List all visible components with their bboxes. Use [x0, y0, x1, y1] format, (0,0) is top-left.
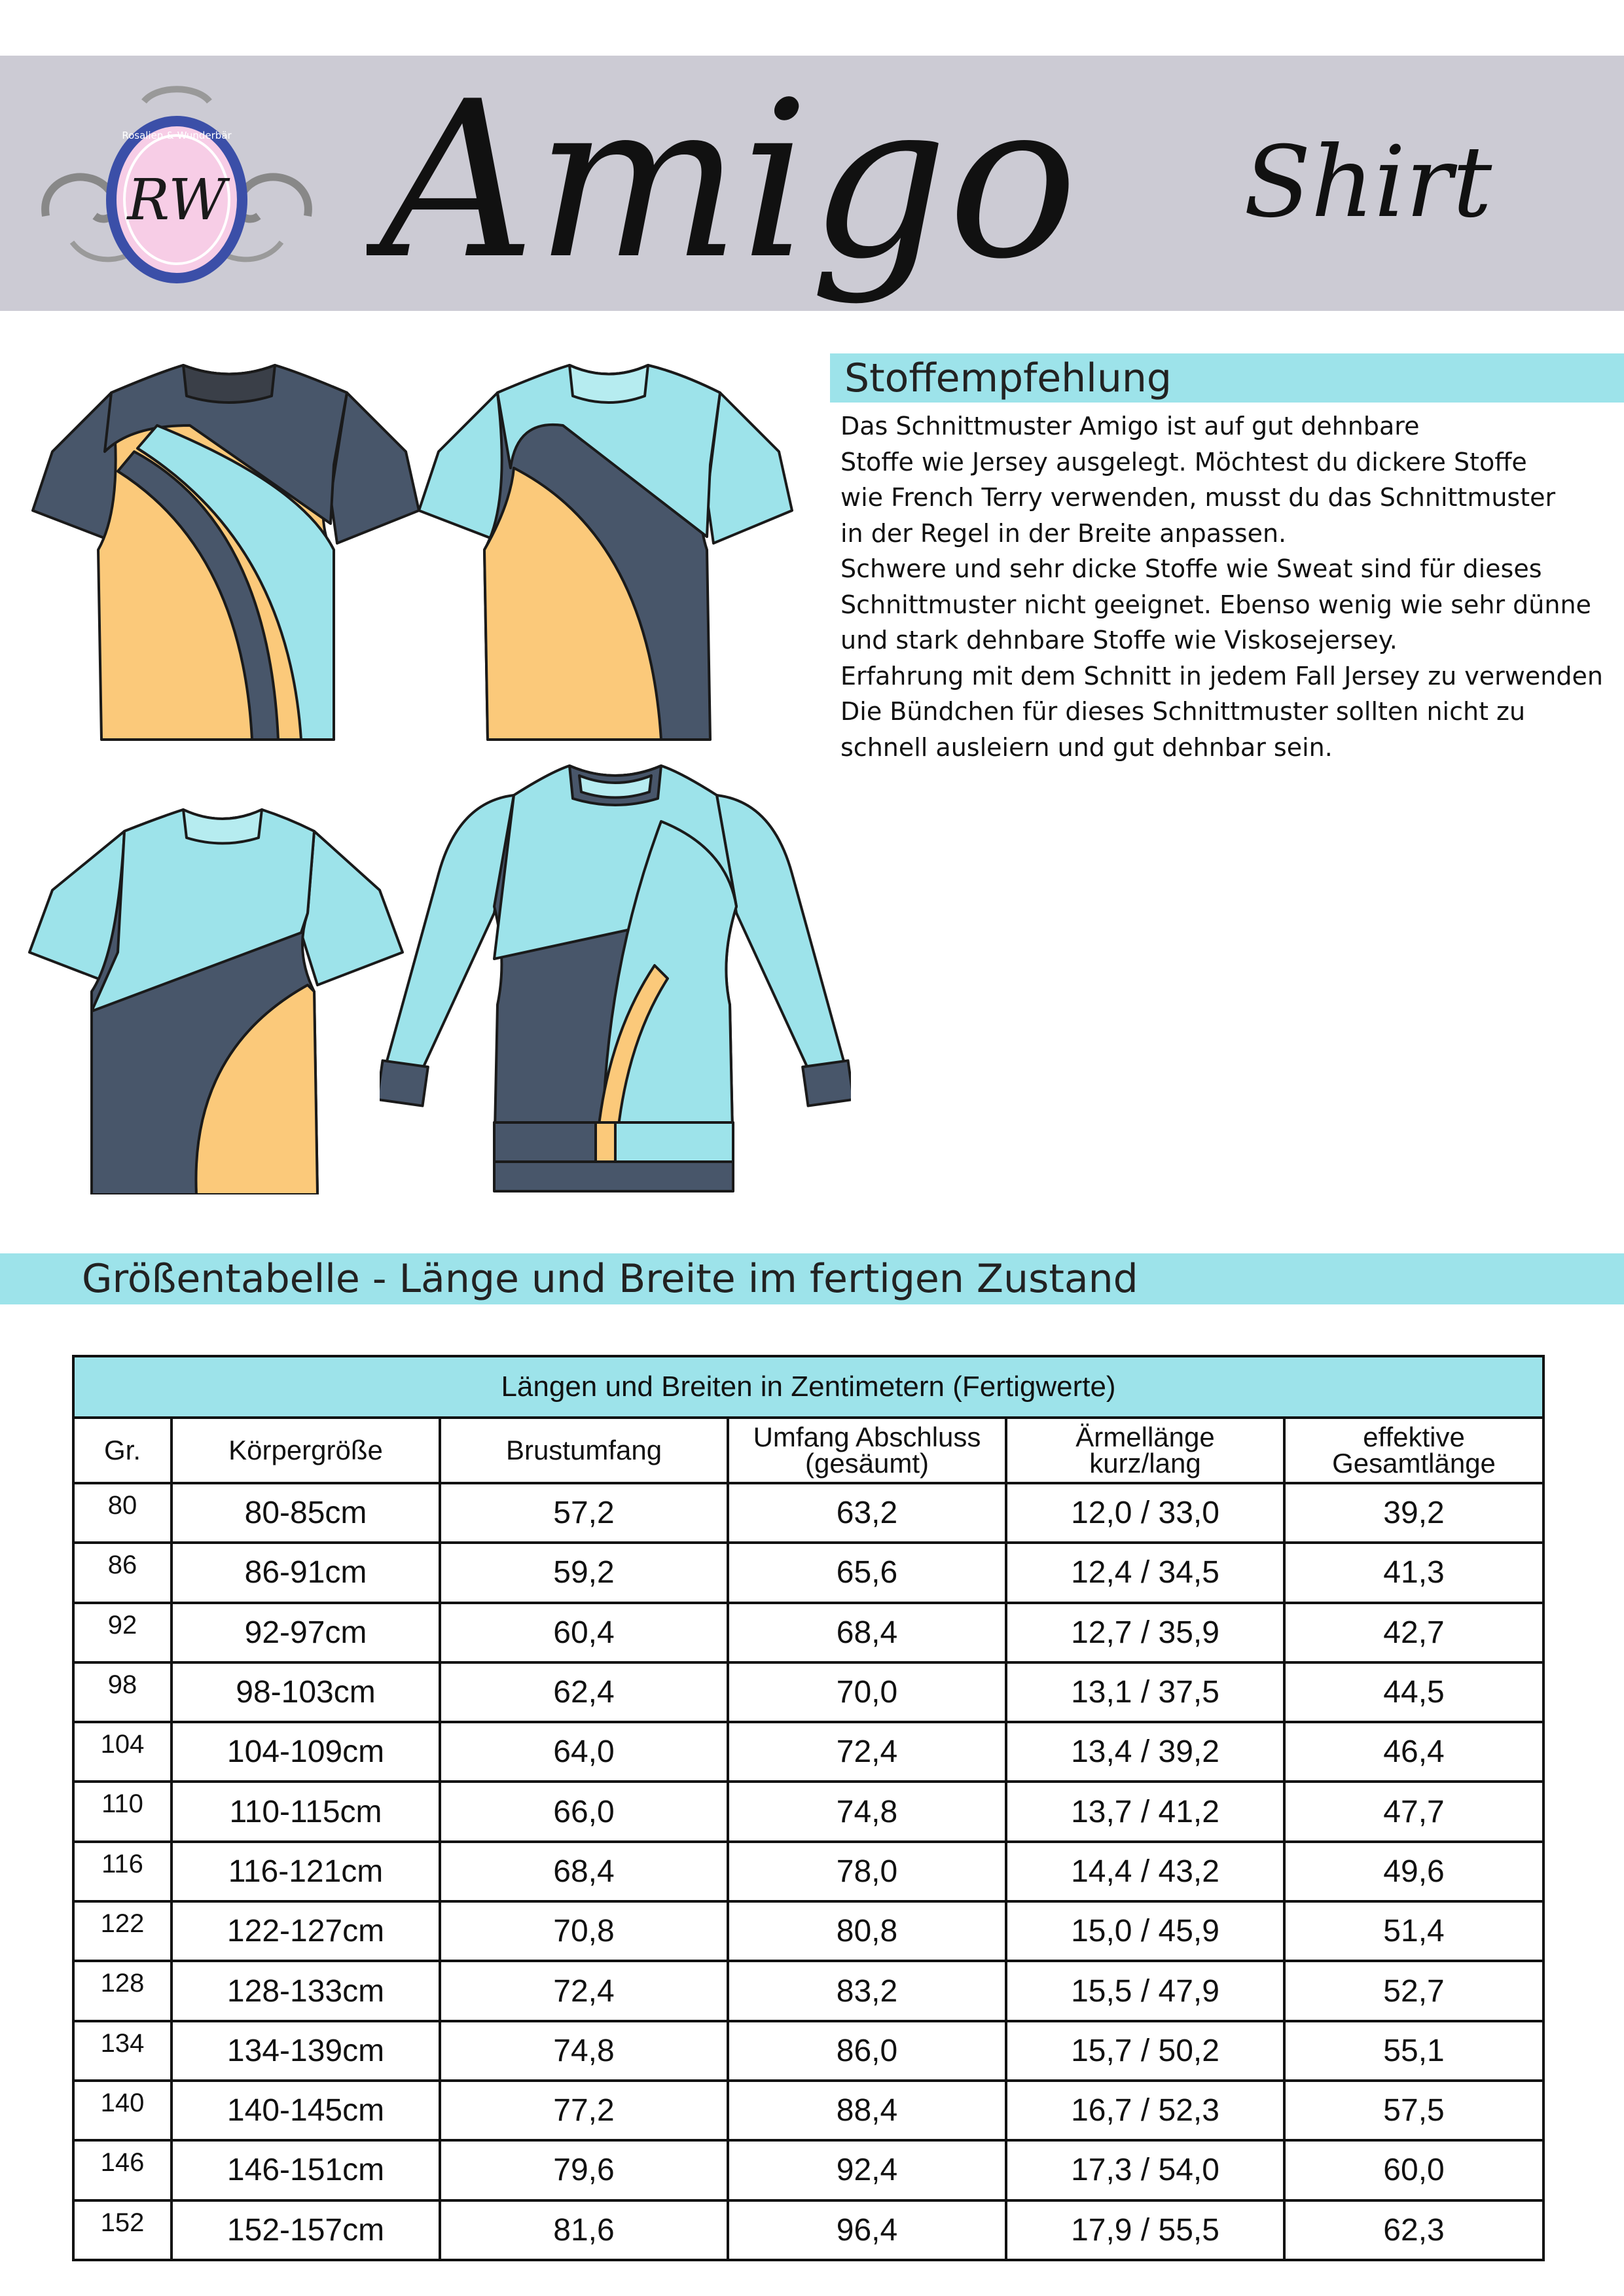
table-cell: 65,6 — [728, 1543, 1006, 1602]
table-cell: 134-139cm — [171, 2021, 440, 2081]
fabric-line: schnell ausleiern und gut dehnbar sein. — [840, 732, 1333, 762]
table-cell: 41,3 — [1284, 1543, 1543, 1602]
table-cell: 57,2 — [440, 1483, 728, 1543]
table-cell: 74,8 — [440, 2021, 728, 2081]
table-cell: 92,4 — [728, 2140, 1006, 2200]
table-cell: 116 — [73, 1842, 171, 1901]
fabric-line: wie French Terry verwenden, musst du das Schnittmuster — [840, 483, 1556, 512]
table-cell: 122-127cm — [171, 1901, 440, 1961]
col-header: Ärmellänge kurz/lang — [1006, 1418, 1284, 1483]
size-table-heading-bar — [0, 1253, 1624, 1304]
fabric-line: und stark dehnbare Stoffe wie Viskosejersey. — [840, 626, 1398, 655]
table-cell: 92-97cm — [171, 1603, 440, 1662]
table-cell: 47,7 — [1284, 1782, 1543, 1841]
table-cell: 98-103cm — [171, 1662, 440, 1722]
table-cell: 80,8 — [728, 1901, 1006, 1961]
fabric-heading-bar — [830, 353, 1624, 403]
table-row — [73, 1543, 1543, 1602]
fabric-line: in der Regel in der Breite anpassen. — [840, 518, 1287, 548]
table-cell: 128-133cm — [171, 1961, 440, 2020]
table-row — [73, 1782, 1543, 1841]
table-cell: 104 — [73, 1722, 171, 1782]
table-cell: 80-85cm — [171, 1483, 440, 1543]
table-cell: 60,0 — [1284, 2140, 1543, 2200]
title-sub: Shirt — [1244, 126, 1492, 240]
table-cell: 78,0 — [728, 1842, 1006, 1901]
table-cell: 62,3 — [1284, 2200, 1543, 2260]
fabric-line: Die Bündchen für dieses Schnittmuster sollten nicht zu — [840, 697, 1526, 726]
table-cell: 60,4 — [440, 1603, 728, 1662]
table-cell: 46,4 — [1284, 1722, 1543, 1782]
fabric-line: Erfahrung mit dem Schnitt in jedem Fall Jersey zu verwenden — [840, 661, 1603, 691]
table-row — [73, 1901, 1543, 1961]
table-cell: 79,6 — [440, 2140, 728, 2200]
fabric-line: Das Schnittmuster Amigo ist auf gut dehnbare — [840, 412, 1420, 440]
table-cell: 49,6 — [1284, 1842, 1543, 1901]
table-cell: 72,4 — [440, 1961, 728, 2020]
shirt-illustration-short-sleeve — [26, 802, 419, 1194]
table-cell: 140-145cm — [171, 2081, 440, 2140]
table-cell: 134 — [73, 2021, 171, 2081]
table-row — [73, 1961, 1543, 2020]
title-main: Amigo — [380, 55, 1078, 306]
table-cell: 96,4 — [728, 2200, 1006, 2260]
table-cell: 15,7 / 50,2 — [1006, 2021, 1284, 2081]
size-table-caption: Längen und Breiten in Zentimetern (Fertigwerte) — [73, 1356, 1543, 1418]
table-cell: 83,2 — [728, 1961, 1006, 2020]
table-cell: 77,2 — [440, 2081, 728, 2140]
table-cell: 128 — [73, 1961, 171, 2020]
table-cell: 146-151cm — [171, 2140, 440, 2200]
table-row — [73, 2140, 1543, 2200]
fabric-line: Schwere und sehr dicke Stoffe wie Sweat sind für dieses — [840, 554, 1542, 583]
fabric-line: Stoffe wie Jersey ausgelegt. Möchtest du dickere Stoffe — [840, 447, 1527, 476]
table-cell: 13,7 / 41,2 — [1006, 1782, 1284, 1841]
table-cell: 62,4 — [440, 1662, 728, 1722]
table-cell: 42,7 — [1284, 1603, 1543, 1662]
table-cell: 16,7 / 52,3 — [1006, 2081, 1284, 2140]
size-table — [72, 1355, 1545, 2261]
table-cell: 63,2 — [728, 1483, 1006, 1543]
table-cell: 13,1 / 37,5 — [1006, 1662, 1284, 1722]
table-cell: 81,6 — [440, 2200, 728, 2260]
table-cell: 55,1 — [1284, 2021, 1543, 2081]
table-cell: 64,0 — [440, 1722, 728, 1782]
table-cell: 68,4 — [728, 1603, 1006, 1662]
table-row — [73, 2021, 1543, 2081]
table-row — [73, 1603, 1543, 1662]
table-cell: 104-109cm — [171, 1722, 440, 1782]
logo-ring-text: Rosalien & Wunderbär — [122, 130, 232, 141]
table-cell: 146 — [73, 2140, 171, 2200]
col-header: effektive Gesamtlänge — [1284, 1418, 1543, 1483]
col-header: Brustumfang — [440, 1418, 728, 1483]
table-cell: 110-115cm — [171, 1782, 440, 1841]
logo-monogram: RW — [127, 168, 226, 233]
table-cell: 12,7 / 35,9 — [1006, 1603, 1284, 1662]
table-cell: 59,2 — [440, 1543, 728, 1602]
fabric-text — [840, 408, 1619, 765]
table-row — [73, 1842, 1543, 1901]
table-cell: 98 — [73, 1662, 171, 1722]
table-cell: 13,4 / 39,2 — [1006, 1722, 1284, 1782]
table-cell: 72,4 — [728, 1722, 1006, 1782]
table-cell: 14,4 / 43,2 — [1006, 1842, 1284, 1901]
shirt-illustration-back-blue — [412, 353, 805, 746]
table-cell: 86,0 — [728, 2021, 1006, 2081]
table-cell: 86 — [73, 1543, 171, 1602]
table-cell: 70,0 — [728, 1662, 1006, 1722]
table-cell: 152 — [73, 2200, 171, 2260]
table-cell: 80 — [73, 1483, 171, 1543]
table-cell: 70,8 — [440, 1901, 728, 1961]
fabric-line: Schnittmuster nicht geeignet. Ebenso wenig wie sehr dünne — [840, 590, 1591, 619]
table-cell: 140 — [73, 2081, 171, 2140]
size-table-heading: Größentabelle - Länge und Breite im fertigen Zustand — [82, 1256, 1138, 1302]
table-row — [73, 1722, 1543, 1782]
table-cell: 12,4 / 34,5 — [1006, 1543, 1284, 1602]
table-cell: 152-157cm — [171, 2200, 440, 2260]
shirt-illustration-front-navy — [26, 353, 432, 746]
table-row — [73, 2081, 1543, 2140]
page-title — [367, 39, 1597, 327]
table-row — [73, 2200, 1543, 2260]
col-header: Umfang Abschluss (gesäumt) — [728, 1418, 1006, 1483]
table-cell: 110 — [73, 1782, 171, 1841]
table-cell: 122 — [73, 1901, 171, 1961]
table-cell: 12,0 / 33,0 — [1006, 1483, 1284, 1543]
table-cell: 116-121cm — [171, 1842, 440, 1901]
col-header: Gr. — [73, 1418, 171, 1483]
table-cell: 74,8 — [728, 1782, 1006, 1841]
table-cell: 44,5 — [1284, 1662, 1543, 1722]
table-cell: 52,7 — [1284, 1961, 1543, 2020]
table-cell: 17,3 / 54,0 — [1006, 2140, 1284, 2200]
table-cell: 15,0 / 45,9 — [1006, 1901, 1284, 1961]
table-cell: 17,9 / 55,5 — [1006, 2200, 1284, 2260]
size-table-header-row — [73, 1418, 1543, 1483]
table-cell: 39,2 — [1284, 1483, 1543, 1543]
table-cell: 57,5 — [1284, 2081, 1543, 2140]
col-header: Körpergröße — [171, 1418, 440, 1483]
table-cell: 51,4 — [1284, 1901, 1543, 1961]
table-row — [73, 1483, 1543, 1543]
table-cell: 66,0 — [440, 1782, 728, 1841]
table-row — [73, 1662, 1543, 1722]
table-cell: 15,5 / 47,9 — [1006, 1961, 1284, 2020]
table-cell: 88,4 — [728, 2081, 1006, 2140]
table-cell: 92 — [73, 1603, 171, 1662]
table-cell: 86-91cm — [171, 1543, 440, 1602]
brand-logo — [33, 79, 321, 295]
table-cell: 68,4 — [440, 1842, 728, 1901]
shirt-illustration-long-sleeve — [380, 743, 851, 1194]
fabric-heading: Stoffempfehlung — [844, 355, 1172, 401]
